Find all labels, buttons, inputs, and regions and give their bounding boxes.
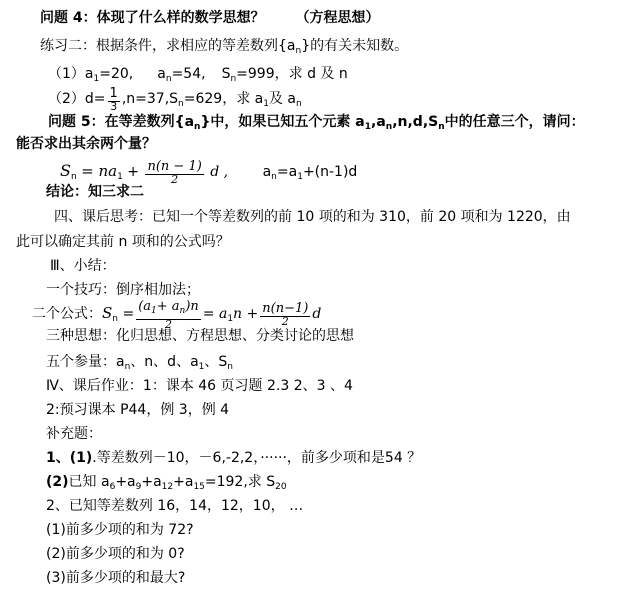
question-5-line2: 能否求出其余两个量？ bbox=[16, 136, 156, 152]
two-num-a: (a bbox=[138, 298, 152, 314]
sub-1: 1 bbox=[263, 99, 269, 109]
s2-a15: +a bbox=[173, 474, 194, 490]
question-4 bbox=[40, 8, 380, 28]
sub-n: n bbox=[296, 99, 302, 109]
three-ideas: 三种思想：化归思想、方程思想、分类讨论的思想 bbox=[46, 328, 354, 344]
think-line1: 四、课后思考：已知一个等差数列的前 10 项的和为 310，前 20 项和为 1220，由 bbox=[54, 209, 571, 225]
sub-12: 12 bbox=[161, 482, 174, 492]
s2-pre: (2) bbox=[46, 474, 69, 490]
supp-q3-1: (1)前多少项的和为 72? bbox=[46, 522, 194, 538]
c2-den: 3 bbox=[110, 100, 118, 113]
c1-an-val: =54, bbox=[171, 66, 206, 82]
two-den4: 2 bbox=[281, 315, 289, 328]
homework-2: 2:预习课本 P44，例 3，例 4 bbox=[46, 402, 230, 418]
sub-6: 6 bbox=[109, 482, 116, 492]
sub-1: 1 bbox=[198, 362, 205, 372]
two-num-c: )n bbox=[185, 298, 199, 314]
summary: Ⅲ、小结： bbox=[50, 258, 116, 274]
s2-s20: =192,求 S bbox=[204, 474, 276, 490]
exercise-2-text: 练习二：根据条件，求相应的等差数列{a bbox=[40, 38, 296, 54]
f-fraction bbox=[145, 159, 203, 185]
c1-an: a bbox=[157, 66, 166, 82]
two-label: 二个公式： bbox=[32, 306, 102, 322]
sub-1: 1 bbox=[227, 314, 234, 324]
s1-pre: 1、(1) bbox=[46, 450, 93, 466]
supp-q1 bbox=[46, 448, 421, 468]
sub-n: n bbox=[70, 172, 77, 182]
supp-q2 bbox=[46, 472, 287, 497]
c2-n: ,n=37, bbox=[121, 91, 170, 107]
c1-idx: （1） bbox=[48, 66, 85, 82]
two-num4: n(n−1) bbox=[262, 301, 309, 316]
exercise-2-text-end: }的有关未知数。 bbox=[301, 38, 409, 54]
supp-q3-3: (3)前多少项的和最大? bbox=[46, 570, 186, 586]
sub-n: n bbox=[271, 172, 277, 182]
s1-text: .等差数列－10，－6,-2,2，······，前多少项和是54 ？ bbox=[92, 450, 422, 466]
s2-a6: 已知 a bbox=[68, 474, 110, 490]
two-mid: = a bbox=[202, 306, 228, 322]
two-den1: 2 bbox=[164, 317, 172, 331]
two-formulas: 二个公式：$S_n$ = $\frac{(a_1+ a_n)n}{2}$ = $a_1n$ + $\frac{n(n-1)}{2}$ d bbox=[32, 298, 322, 331]
sub-20: 20 bbox=[275, 482, 287, 492]
f-plus: + bbox=[127, 164, 140, 180]
two-num1 bbox=[136, 299, 201, 320]
sub-n: n bbox=[112, 314, 118, 324]
sub-1: 1 bbox=[117, 172, 123, 182]
sub-n: n bbox=[227, 362, 233, 372]
sub-1: 1 bbox=[151, 305, 157, 316]
f-num: n(n − 1) bbox=[147, 159, 202, 174]
c2-num: 1 bbox=[109, 86, 118, 101]
sub-15: 15 bbox=[193, 482, 205, 492]
sub-n: n bbox=[385, 122, 393, 132]
f-tail: d , bbox=[210, 164, 229, 180]
sub-n: n bbox=[194, 122, 201, 132]
sub-n: n bbox=[230, 74, 237, 84]
exercise-2 bbox=[40, 36, 408, 61]
c2-s: S bbox=[169, 91, 179, 107]
two-num-b: + a bbox=[156, 298, 180, 314]
c1-a: a bbox=[84, 66, 94, 82]
sub-n: n bbox=[438, 122, 445, 132]
sub-n: n bbox=[295, 46, 302, 56]
two-fraction-1 bbox=[136, 299, 201, 330]
c2-idx: （2） bbox=[48, 91, 85, 107]
two-d: d bbox=[312, 306, 322, 322]
two-fraction-2 bbox=[260, 301, 310, 327]
supp-q3-2: (2)前多少项的和为 0? bbox=[46, 546, 185, 562]
two-mid2: n + bbox=[233, 306, 259, 322]
f-den: 2 bbox=[171, 173, 179, 186]
s2-a9: +a bbox=[115, 474, 136, 490]
f-an3: +(n-1)d bbox=[302, 164, 358, 180]
sub-1: 1 bbox=[93, 74, 100, 84]
q5-e: 中的任意三个，请问： bbox=[444, 114, 585, 130]
sub-1: 1 bbox=[364, 122, 372, 132]
five-label: 五个参量：a bbox=[46, 354, 125, 370]
c2-fraction bbox=[108, 86, 120, 112]
q5-d: ,n,d,S bbox=[392, 114, 439, 130]
question-4-label: 问题 4：体现了什么样的数学思想？ bbox=[40, 10, 265, 26]
sub-n: n bbox=[179, 305, 186, 316]
sub-n: n bbox=[165, 74, 172, 84]
f-eq: = na bbox=[81, 162, 118, 180]
supp-q3: 2、已知等差数列 16，14，12，10， … bbox=[46, 498, 304, 514]
f-an2: =a bbox=[276, 164, 298, 180]
c2-an: 及 a bbox=[268, 91, 297, 107]
q5-a: 问题 5：在等差数列{a bbox=[48, 114, 195, 130]
sub-9: 9 bbox=[135, 482, 142, 492]
f-s: S bbox=[60, 161, 71, 180]
question-4-note: （方程思想） bbox=[295, 10, 380, 26]
supplement: 补充题： bbox=[46, 426, 102, 442]
q5-c: ,a bbox=[371, 114, 386, 130]
conclusion: 结论：知三求二 bbox=[46, 184, 144, 200]
five-params bbox=[46, 352, 233, 377]
skill: 一个技巧：倒序相加法； bbox=[46, 282, 200, 298]
sub-1: 1 bbox=[297, 172, 303, 182]
sub-n: n bbox=[124, 362, 131, 372]
c1-s: S bbox=[221, 66, 231, 82]
q5-b: }中，如果已知五个元素 a bbox=[200, 114, 365, 130]
two-s: S bbox=[102, 304, 113, 322]
five-p2: 、n、d、a bbox=[130, 354, 199, 370]
homework-1: Ⅳ、课后作业：1：课本 46 页习题 2.3 2、3 、4 bbox=[46, 378, 353, 394]
f-an: a bbox=[262, 164, 272, 180]
c1-s-val: =999，求 d 及 n bbox=[236, 66, 348, 82]
c2-d: d= bbox=[84, 91, 106, 107]
c1-a-val: =20, bbox=[99, 66, 134, 82]
c2-s-val: =629，求 a bbox=[183, 91, 264, 107]
think-line2: 此可以确定其前 n 项和的公式吗？ bbox=[16, 234, 230, 250]
sub-n: n bbox=[178, 99, 184, 109]
five-p3: 、S bbox=[204, 354, 228, 370]
s2-a12: +a bbox=[141, 474, 162, 490]
